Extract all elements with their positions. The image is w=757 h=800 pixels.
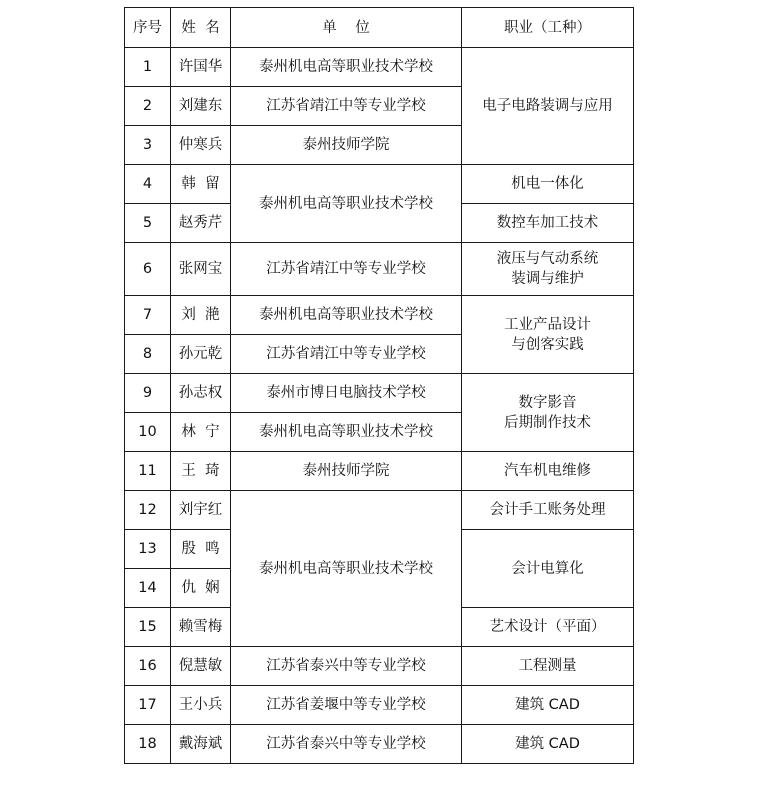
serial-cell: 5 bbox=[125, 204, 171, 243]
table-row bbox=[125, 491, 634, 530]
serial-cell: 13 bbox=[125, 530, 171, 569]
unit-cell: 泰州机电高等职业技术学校 bbox=[231, 48, 462, 87]
occupation-cell: 液压与气动系统 装调与维护 bbox=[462, 243, 634, 296]
name-cell: 王 琦 bbox=[171, 452, 231, 491]
occupation-cell: 工业产品设计 与创客实践 bbox=[462, 296, 634, 374]
serial-cell: 8 bbox=[125, 335, 171, 374]
serial-cell: 1 bbox=[125, 48, 171, 87]
name-cell: 刘建东 bbox=[171, 87, 231, 126]
name-cell: 戴海斌 bbox=[171, 725, 231, 764]
serial-cell: 4 bbox=[125, 165, 171, 204]
unit-cell: 泰州技师学院 bbox=[231, 126, 462, 165]
header-occupation: 职业（工种） bbox=[462, 8, 634, 48]
occupation-cell: 汽车机电维修 bbox=[462, 452, 634, 491]
unit-cell: 江苏省泰兴中等专业学校 bbox=[231, 647, 462, 686]
table-row bbox=[125, 243, 634, 296]
name-cell: 许国华 bbox=[171, 48, 231, 87]
serial-cell: 18 bbox=[125, 725, 171, 764]
name-cell: 倪慧敏 bbox=[171, 647, 231, 686]
unit-cell: 泰州机电高等职业技术学校 bbox=[231, 165, 462, 243]
occupation-cell: 建筑 CAD bbox=[462, 686, 634, 725]
serial-cell: 7 bbox=[125, 296, 171, 335]
unit-cell: 江苏省姜堰中等专业学校 bbox=[231, 686, 462, 725]
unit-cell: 泰州技师学院 bbox=[231, 452, 462, 491]
unit-cell: 泰州机电高等职业技术学校 bbox=[231, 413, 462, 452]
serial-cell: 6 bbox=[125, 243, 171, 296]
name-cell: 赖雪梅 bbox=[171, 608, 231, 647]
occupation-cell: 艺术设计（平面） bbox=[462, 608, 634, 647]
serial-cell: 3 bbox=[125, 126, 171, 165]
serial-cell: 16 bbox=[125, 647, 171, 686]
name-cell: 仲寒兵 bbox=[171, 126, 231, 165]
serial-cell: 11 bbox=[125, 452, 171, 491]
serial-cell: 15 bbox=[125, 608, 171, 647]
name-cell: 孙元乾 bbox=[171, 335, 231, 374]
name-cell: 赵秀芹 bbox=[171, 204, 231, 243]
name-cell: 林 宁 bbox=[171, 413, 231, 452]
table-row bbox=[125, 374, 634, 413]
roster-table bbox=[124, 7, 634, 764]
header-name: 姓 名 bbox=[171, 8, 231, 48]
name-cell: 韩 留 bbox=[171, 165, 231, 204]
unit-cell: 江苏省靖江中等专业学校 bbox=[231, 243, 462, 296]
table-row bbox=[125, 165, 634, 204]
name-cell: 刘宇红 bbox=[171, 491, 231, 530]
occupation-cell: 数字影音 后期制作技术 bbox=[462, 374, 634, 452]
unit-cell: 泰州机电高等职业技术学校 bbox=[231, 296, 462, 335]
occupation-cell: 会计电算化 bbox=[462, 530, 634, 608]
name-cell: 张网宝 bbox=[171, 243, 231, 296]
name-cell: 刘 滟 bbox=[171, 296, 231, 335]
unit-cell: 江苏省泰兴中等专业学校 bbox=[231, 725, 462, 764]
name-cell: 孙志权 bbox=[171, 374, 231, 413]
occupation-cell: 机电一体化 bbox=[462, 165, 634, 204]
table-row bbox=[125, 647, 634, 686]
serial-cell: 14 bbox=[125, 569, 171, 608]
header-serial: 序号 bbox=[125, 8, 171, 48]
unit-cell: 江苏省靖江中等专业学校 bbox=[231, 335, 462, 374]
name-cell: 殷 鸣 bbox=[171, 530, 231, 569]
serial-cell: 9 bbox=[125, 374, 171, 413]
table-row bbox=[125, 452, 634, 491]
occupation-cell: 数控车加工技术 bbox=[462, 204, 634, 243]
header-unit: 单 位 bbox=[231, 8, 462, 48]
serial-cell: 10 bbox=[125, 413, 171, 452]
table-row bbox=[125, 725, 634, 764]
unit-cell: 泰州机电高等职业技术学校 bbox=[231, 491, 462, 647]
occupation-cell: 建筑 CAD bbox=[462, 725, 634, 764]
header-row bbox=[125, 8, 634, 48]
serial-cell: 2 bbox=[125, 87, 171, 126]
serial-cell: 12 bbox=[125, 491, 171, 530]
occupation-cell: 电子电路装调与应用 bbox=[462, 48, 634, 165]
serial-cell: 17 bbox=[125, 686, 171, 725]
occupation-cell: 工程测量 bbox=[462, 647, 634, 686]
name-cell: 王小兵 bbox=[171, 686, 231, 725]
table-row bbox=[125, 686, 634, 725]
unit-cell: 江苏省靖江中等专业学校 bbox=[231, 87, 462, 126]
table-row bbox=[125, 48, 634, 87]
unit-cell: 泰州市博日电脑技术学校 bbox=[231, 374, 462, 413]
occupation-cell: 会计手工账务处理 bbox=[462, 491, 634, 530]
table-row bbox=[125, 296, 634, 335]
name-cell: 仇 娴 bbox=[171, 569, 231, 608]
